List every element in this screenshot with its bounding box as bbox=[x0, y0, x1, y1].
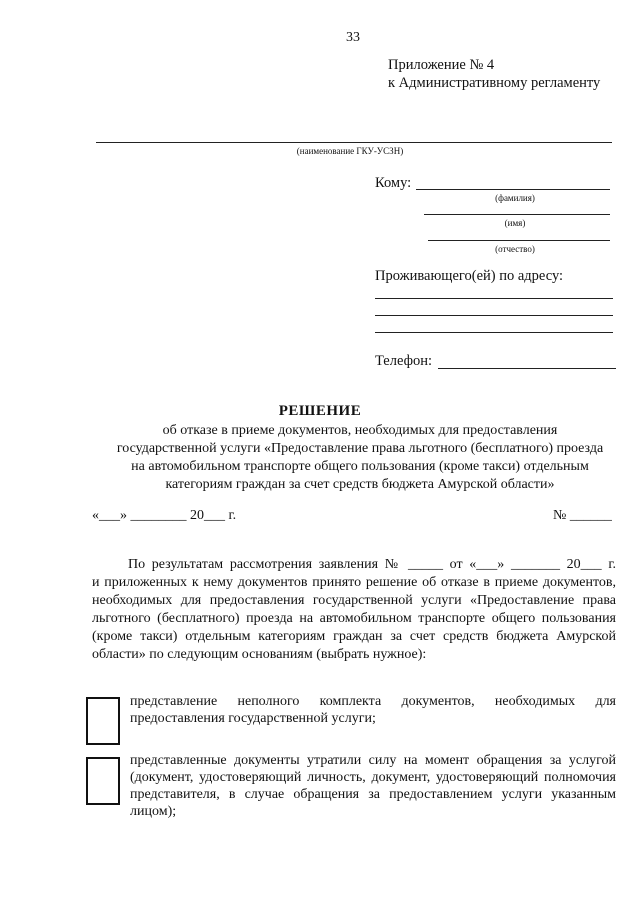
patronymic-line[interactable] bbox=[428, 240, 610, 241]
address-label: Проживающего(ей) по адресу: bbox=[375, 268, 564, 284]
name-caption: (имя) bbox=[504, 218, 526, 228]
appendix-header bbox=[388, 56, 600, 92]
to-label: Кому: bbox=[375, 175, 412, 191]
subtitle-line: государственной услуги «Предоставление права льготного (бесплатного) проезда bbox=[116, 441, 604, 456]
appendix-line-1: Приложение № 4 bbox=[388, 57, 495, 73]
subtitle-line: на автомобильном транспорте общего пользования (кроме такси) отдельным bbox=[131, 459, 589, 474]
body-rest: и приложенных к нему документов принято решение об отказе в приеме документов, необходимых для предоставления государственной услуги «Предоставление права льготного (бесплатного) проезда на автомобильном транспорте общего пользования (кроме такси) отдельным категориям граждан за счет средств бюджета Амурской области» по следующим основаниям (выбрать нужное): bbox=[92, 575, 616, 662]
org-caption: (наименование ГКУ-УСЗН) bbox=[296, 146, 404, 156]
subtitle-line: категориям граждан за счет средств бюджета Амурской области» bbox=[165, 477, 555, 492]
appendix-line-2: к Административному регламенту bbox=[388, 75, 601, 91]
phone-label: Телефон: bbox=[375, 353, 433, 369]
surname-caption: (фамилия) bbox=[495, 193, 535, 203]
name-line[interactable] bbox=[424, 214, 610, 215]
org-name-line[interactable] bbox=[96, 142, 612, 143]
option-text-1: представление неполного комплекта документов, необходимых для предоставления государственной услуги; bbox=[130, 694, 616, 726]
decision-number: № ______ bbox=[553, 508, 612, 523]
patronymic-caption: (отчество) bbox=[495, 244, 535, 254]
body-paragraph bbox=[92, 556, 616, 664]
subtitle-line: об отказе в приеме документов, необходимых для предоставления bbox=[162, 423, 558, 438]
surname-line[interactable] bbox=[416, 189, 610, 190]
address-line-2[interactable] bbox=[375, 315, 613, 316]
decision-subtitle bbox=[70, 422, 640, 494]
body-line-1: По результатам рассмотрения заявления № _____ от «___» _______ 20___ г. bbox=[128, 557, 616, 572]
phone-line[interactable] bbox=[438, 368, 616, 369]
address-line-1[interactable] bbox=[375, 298, 613, 299]
page-number: 33 bbox=[346, 30, 360, 45]
decision-title: РЕШЕНИЕ bbox=[278, 403, 362, 419]
option-checkbox-1[interactable] bbox=[86, 697, 120, 745]
option-text-2: представленные документы утратили силу на момент обращения за услугой (документ, удостоверяющий личность, документ, удостоверяющий полномочия представителя, в случае обращения за предоставлением услуги указанным лицом); bbox=[130, 753, 616, 819]
option-checkbox-2[interactable] bbox=[86, 757, 120, 805]
decision-date: «___» ________ 20___ г. bbox=[92, 508, 237, 523]
address-line-3[interactable] bbox=[375, 332, 613, 333]
